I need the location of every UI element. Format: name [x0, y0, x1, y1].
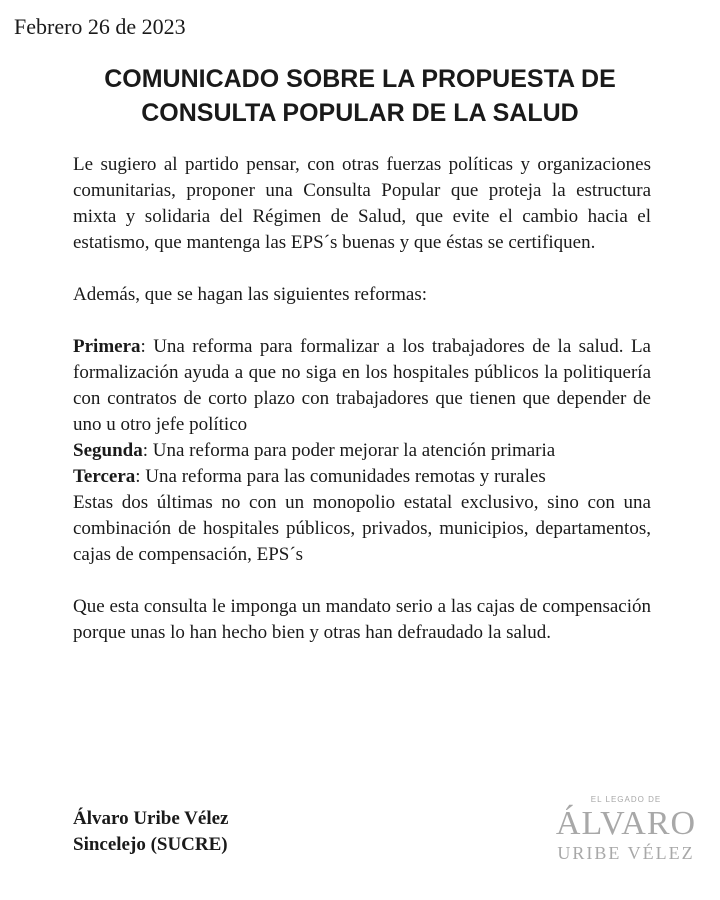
reform-item-primera — [73, 334, 651, 438]
reform-item-segunda — [73, 438, 651, 464]
reform-item-tercera — [73, 464, 651, 490]
legado-logo — [552, 794, 700, 864]
logo-sub-text: URIBE VÉLEZ — [557, 843, 695, 863]
reforms-intro: Además, que se hagan las siguientes reformas: — [73, 284, 428, 305]
reform-label: Primera — [73, 336, 141, 357]
reform-label: Segunda — [73, 440, 143, 461]
logo-top-text: EL LEGADO DE — [590, 795, 662, 804]
logo-main-text: ÁLVARO — [555, 805, 697, 842]
paragraph-spacer — [73, 568, 651, 594]
paragraph-spacer — [73, 256, 651, 282]
closing-paragraph: Que esta consulta le imponga un mandato serio a las cajas de compensación porque unas lo han hecho bien y otras han defraudado la salud. — [73, 596, 651, 643]
intro-paragraph: Le sugiero al partido pensar, con otras fuerzas políticas y organizaciones comunitarias, proponer una Consulta Popular que proteja la estructura mixta y solidaria del Régimen de Salud, que evite el cambio hacia el estatismo, que mantenga las EPS´s buenas y que éstas se certifiquen. — [73, 154, 651, 253]
title-line-1: COMUNICADO SOBRE LA PROPUESTA DE — [104, 65, 616, 93]
reforms-note: Estas dos últimas no con un monopolio estatal exclusivo, sino con una combinación de hospitales públicos, privados, municipios, departamentos, cajas de compensación, EPS´s — [73, 492, 651, 565]
document-title — [40, 62, 680, 130]
paragraph-spacer — [73, 308, 651, 334]
signature-block — [73, 806, 228, 858]
signature-place: Sincelejo (SUCRE) — [73, 834, 228, 855]
reform-text: : Una reforma para poder mejorar la atención primaria — [142, 440, 556, 461]
document-date: Febrero 26 de 2023 — [14, 14, 186, 39]
signature-name: Álvaro Uribe Vélez — [73, 808, 229, 829]
reform-text: : Una reforma para las comunidades remotas y rurales — [135, 466, 546, 487]
title-line-2: CONSULTA POPULAR DE LA SALUD — [141, 99, 579, 127]
reform-text: : Una reforma para formalizar a los trabajadores de la salud. La formalización ayuda a que no siga en los hospitales públicos la politiquería con contratos de corto plazo con trabajadores que tienen que depender de uno u otro jefe político — [73, 336, 651, 435]
reform-label: Tercera — [73, 466, 136, 487]
document-body — [73, 152, 651, 646]
